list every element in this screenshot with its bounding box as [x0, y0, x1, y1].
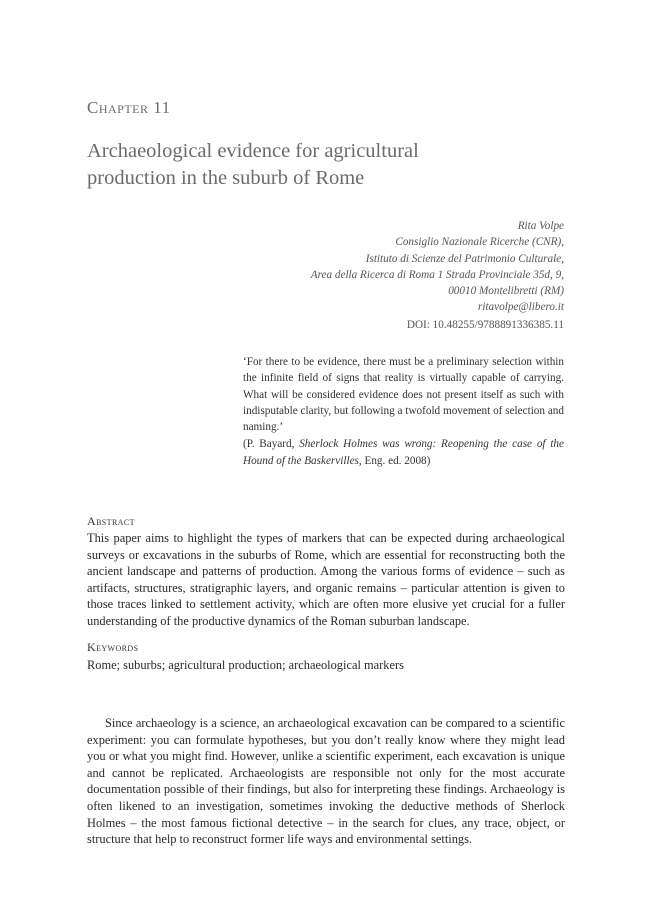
- author-block: [204, 218, 564, 333]
- body-paragraph: Since archaeology is a science, an archaeological excavation can be compared to a scientific experiment: you can formulate hypotheses, but you don’t really know where they might lead you or what you might find. However, unlike a scientific experiment, each excavation is unique and cannot be replicated. Archaeologists are responsible not only for the most accurate documentation possible of their findings, but also for interpreting these findings. Archaeology is often likened to an investigation, sometimes invoking the deductive methods of Sherlock Holmes – the most famous fictional detective – in the search for clues, any trace, object, or structure that help to reconstruct former life ways and environmental settings.: [87, 716, 565, 847]
- keywords-text: Rome; suburbs; agricultural production; archaeological markers: [87, 658, 404, 672]
- paper-title: [87, 138, 507, 192]
- keywords-heading: Keywords: [87, 640, 139, 654]
- doi: DOI: 10.48255/9788891336385.11: [406, 318, 564, 331]
- epigraph-citation: [243, 436, 564, 469]
- abstract-text: This paper aims to highlight the types of markers that can be expected during archaeological surveys or excavations in the suburbs of Rome, which are essential for reconstructing both the ancient landscape and patterns of production. Among the various forms of evidence – such as artifacts, structures, stratigraphic layers, and organic remains – particular attention is given to those traces linked to settlement activity, which are often more elusive yet crucial for a fuller understanding of the productive dynamics of the Roman suburban landscape.: [87, 531, 565, 628]
- citation-author: (P. Bayard,: [243, 438, 300, 451]
- affiliation-line-4: 00010 Montelibretti (RM): [448, 285, 564, 298]
- epigraph-quote: ‘For there to be evidence, there must be a preliminary selection within the infinite field of signs that reality is virtually capable of carrying. What will be considered evidence does not present itself as such with indisputable clarity, but following a twofold movement of selection and naming.’: [243, 356, 564, 434]
- affiliation-line-1: Consiglio Nazionale Ricerche (CNR),: [395, 236, 564, 249]
- citation-rest: , Eng. ed. 2008): [358, 454, 431, 467]
- author-name: Rita Volpe: [517, 220, 564, 232]
- title-line-2: production in the suburb of Rome: [87, 167, 365, 189]
- author-email: ritavolpe@libero.it: [477, 301, 564, 314]
- affiliation-line-2: Istituto di Scienze del Patrimonio Culturale,: [365, 252, 564, 265]
- citation-title: Sherlock Holmes was wrong: Reopening the case of the Hound of the Baskervilles: [243, 438, 564, 467]
- title-line-1: Archaeological evidence for agricultural: [87, 140, 419, 162]
- chapter-label: Chapter 11: [87, 98, 171, 117]
- affiliation-line-3: Area della Ricerca di Roma 1 Strada Provinciale 35d, 9,: [310, 268, 564, 281]
- abstract-heading: Abstract: [87, 514, 135, 528]
- epigraph: [243, 354, 564, 469]
